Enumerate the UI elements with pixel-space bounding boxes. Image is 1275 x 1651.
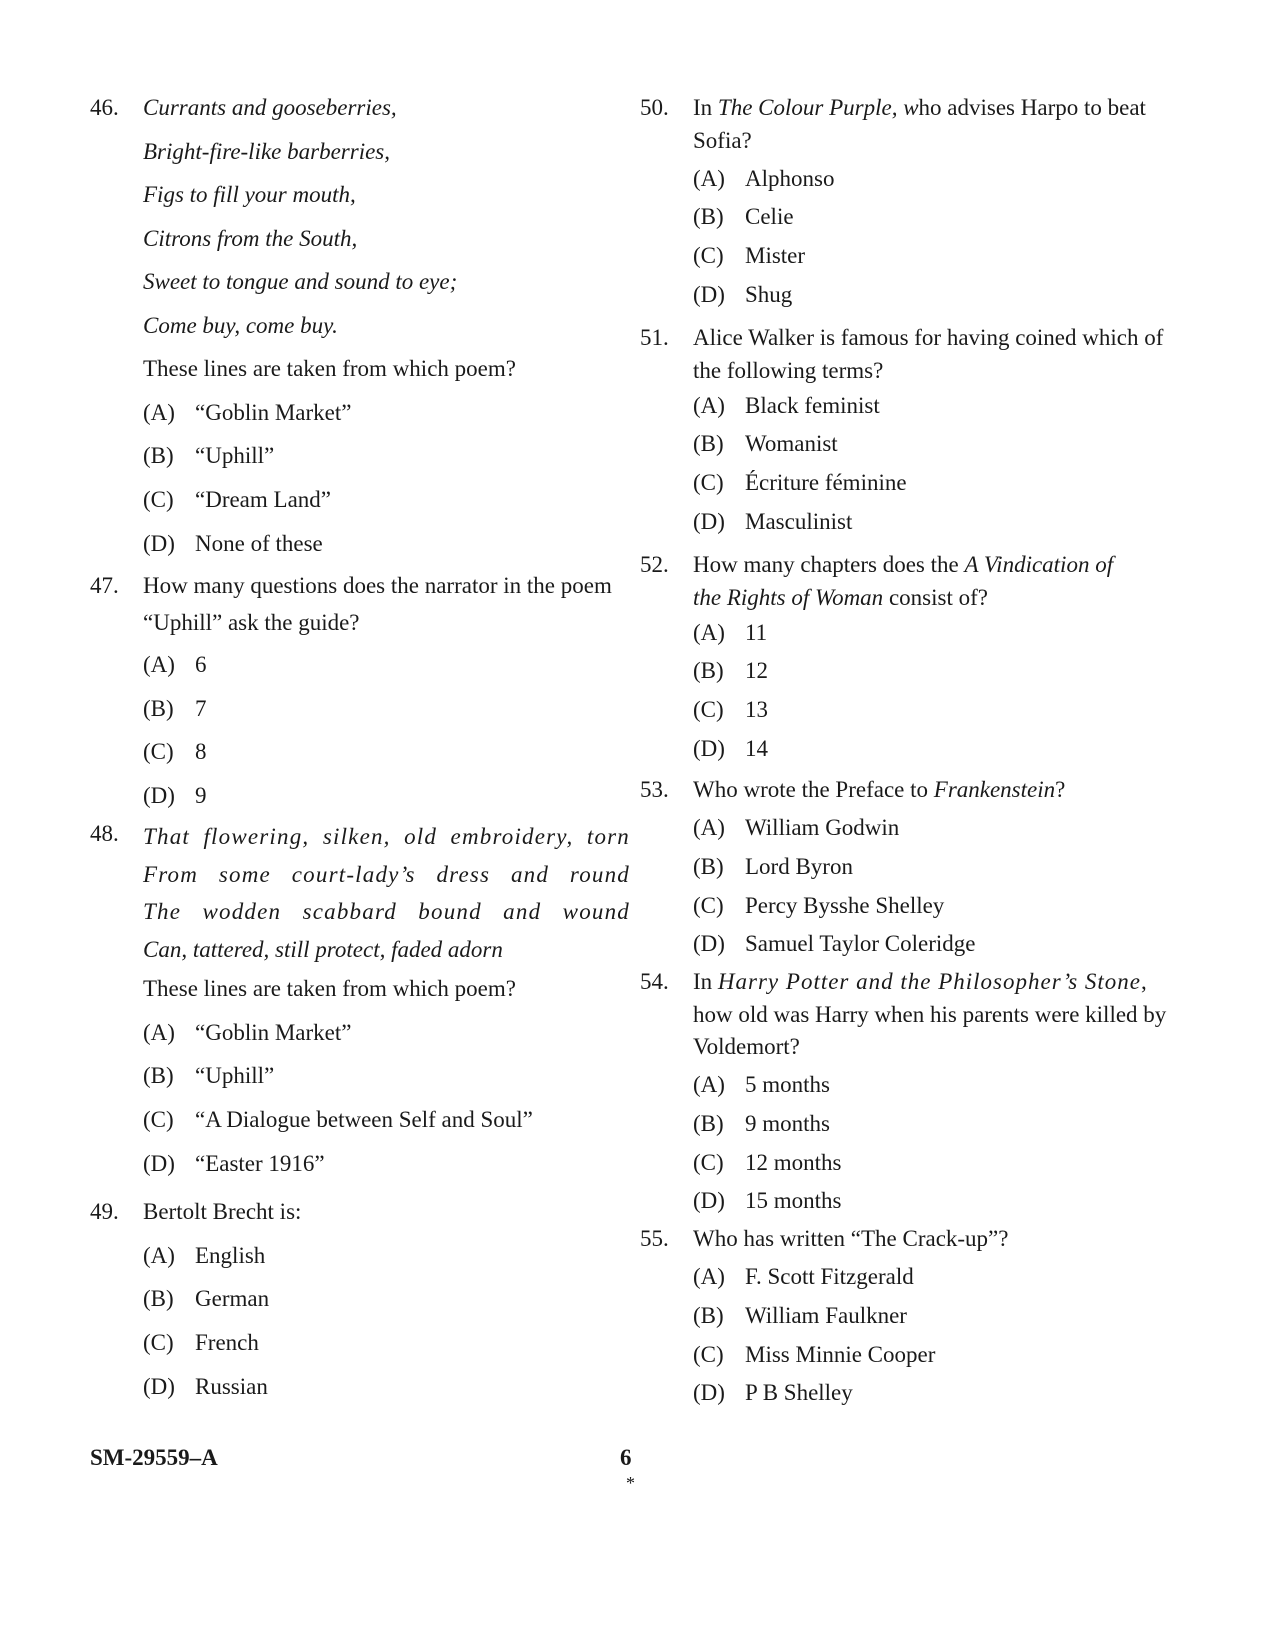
option-label: (D) <box>693 735 725 761</box>
option-text: 12 <box>745 658 768 684</box>
option-a[interactable] <box>693 163 1185 202</box>
option-a[interactable] <box>143 649 630 693</box>
question-52 <box>640 549 1185 772</box>
stem-text: ? <box>1055 777 1066 802</box>
option-label: (A) <box>693 815 725 840</box>
option-a[interactable] <box>143 1240 630 1284</box>
option-a[interactable] <box>693 1069 1185 1108</box>
option-text: Mister <box>745 243 806 269</box>
option-a[interactable] <box>143 1017 630 1061</box>
question-number: 53. <box>640 777 669 802</box>
option-label: (C) <box>693 470 724 496</box>
option-label: (D) <box>693 1380 725 1406</box>
option-text: French <box>195 1329 259 1355</box>
stem-text: , <box>1141 969 1147 994</box>
question-stem: Sofia? <box>693 127 752 153</box>
option-label: (D) <box>693 1188 725 1214</box>
option-label: (A) <box>143 1242 175 1268</box>
option-label: (C) <box>143 1329 174 1355</box>
option-d[interactable] <box>693 733 1185 772</box>
option-label: (B) <box>143 1286 174 1312</box>
option-text: 11 <box>745 619 768 645</box>
option-text: P B Shelley <box>745 1380 853 1406</box>
option-text: “Goblin Market” <box>195 399 352 425</box>
book-title: Harry Potter and the Philosopher’s Stone <box>717 969 1142 994</box>
verse-line: From some court-lady’s dress and round <box>143 861 630 887</box>
option-text: “Goblin Market” <box>195 1019 352 1045</box>
option-d[interactable] <box>143 528 630 572</box>
option-text: F. Scott Fitzgerald <box>745 1264 914 1289</box>
option-text: William Faulkner <box>745 1302 907 1328</box>
question-stem <box>693 966 1185 999</box>
question-stem: the following terms? <box>693 357 884 383</box>
question-53 <box>640 774 1185 967</box>
option-text: 7 <box>195 695 207 721</box>
option-label: (B) <box>143 1063 174 1089</box>
option-a[interactable] <box>693 617 1185 656</box>
option-label: (B) <box>693 853 724 879</box>
option-text: English <box>195 1242 266 1268</box>
option-label: (A) <box>143 1019 175 1045</box>
option-label: (B) <box>693 658 724 684</box>
option-label: (D) <box>693 931 725 957</box>
question-stem: Bertolt Brecht is: <box>143 1199 302 1224</box>
option-c[interactable] <box>143 484 630 528</box>
verse-line: That flowering, silken, old embroidery, torn <box>143 824 630 849</box>
verse-block <box>143 818 630 968</box>
option-text: 15 months <box>745 1188 842 1214</box>
stem-text: Who wrote the Preface to <box>693 777 934 802</box>
option-text: 9 months <box>745 1110 830 1136</box>
option-b[interactable] <box>693 1108 1185 1147</box>
option-text: “A Dialogue between Self and Soul” <box>195 1106 533 1132</box>
option-b[interactable] <box>693 428 1185 467</box>
question-number: 55. <box>640 1226 669 1251</box>
option-label: (C) <box>693 1341 724 1367</box>
option-c[interactable] <box>693 1339 1185 1378</box>
question-stem: “Uphill” ask the guide? <box>143 610 360 635</box>
option-text: 12 months <box>745 1149 842 1175</box>
option-text: Shug <box>745 281 793 307</box>
verse-line: Can, tattered, still protect, faded adorn <box>143 936 503 962</box>
question-49 <box>90 1196 630 1414</box>
verse-line: Come buy, come buy. <box>143 312 338 338</box>
option-b[interactable] <box>693 655 1185 694</box>
question-47 <box>90 570 630 824</box>
option-text: Russian <box>195 1373 268 1399</box>
option-c[interactable] <box>693 694 1185 733</box>
option-label: (C) <box>143 1106 174 1132</box>
option-d[interactable] <box>693 279 1185 318</box>
option-c[interactable] <box>143 1104 630 1148</box>
option-label: (C) <box>693 697 724 723</box>
stem-text: In <box>693 95 718 120</box>
option-label: (C) <box>143 486 174 512</box>
option-label: (A) <box>693 165 725 191</box>
stem-text: consist of? <box>883 584 988 610</box>
question-prompt: These lines are taken from which poem? <box>143 356 516 381</box>
option-text: 5 months <box>745 1072 830 1097</box>
option-b[interactable] <box>693 201 1185 240</box>
option-label: (B) <box>693 204 724 230</box>
option-text: German <box>195 1286 270 1312</box>
option-c[interactable] <box>693 240 1185 279</box>
question-stem: Voldemort? <box>693 1034 800 1059</box>
option-label: (B) <box>143 443 174 469</box>
question-number: 51. <box>640 325 669 350</box>
option-text: Black feminist <box>745 392 880 418</box>
question-stem <box>693 582 1185 617</box>
option-d[interactable] <box>143 1371 630 1415</box>
option-label: (A) <box>693 1264 725 1289</box>
option-b[interactable] <box>693 1300 1185 1339</box>
option-a[interactable] <box>693 1261 1185 1300</box>
option-text: None of these <box>195 530 323 556</box>
option-d[interactable] <box>143 1148 630 1192</box>
question-number: 47. <box>90 573 119 598</box>
question-50 <box>640 92 1185 318</box>
option-label: (B) <box>693 431 724 457</box>
verse-line: Sweet to tongue and sound to eye; <box>143 269 458 294</box>
option-text: “Uphill” <box>195 443 275 469</box>
option-b[interactable] <box>143 1283 630 1327</box>
option-text: Alphonso <box>745 165 835 191</box>
question-number: 46. <box>90 95 119 120</box>
option-label: (A) <box>143 399 175 425</box>
option-label: (D) <box>143 1373 175 1399</box>
book-title: A Vindication of <box>964 552 1114 577</box>
stem-text: How many chapters does the <box>693 552 965 577</box>
option-label: (D) <box>143 530 175 556</box>
question-54 <box>640 966 1185 1224</box>
question-stem: How many questions does the narrator in the poem <box>143 573 612 598</box>
option-c[interactable] <box>693 1147 1185 1186</box>
question-stem <box>693 92 1185 125</box>
option-b[interactable] <box>143 1060 630 1104</box>
stem-text: In <box>693 969 718 994</box>
option-label: (D) <box>143 783 175 809</box>
option-text: Womanist <box>745 431 838 457</box>
question-number: 50. <box>640 95 669 120</box>
stem-text: ho advises Harpo to beat <box>918 95 1146 120</box>
verse-line: Figs to fill your mouth, <box>143 182 356 207</box>
option-text: 13 <box>745 697 768 723</box>
page-mark: * <box>626 1473 635 1493</box>
option-label: (A) <box>693 1072 725 1097</box>
question-prompt: These lines are taken from which poem? <box>143 976 516 1001</box>
option-label: (B) <box>693 1302 724 1328</box>
option-text: Celie <box>745 204 794 230</box>
verse-line: Bright-fire-like barberries, <box>143 138 390 164</box>
option-text: “Uphill” <box>195 1063 275 1089</box>
option-label: (C) <box>693 243 724 269</box>
verse-line: Currants and gooseberries, <box>143 95 397 120</box>
option-b[interactable] <box>143 693 630 737</box>
question-stem: Who has written “The Crack-up”? <box>693 1226 1009 1251</box>
question-stem: Alice Walker is famous for having coined which of <box>693 325 1164 350</box>
book-title: The Colour Purple, w <box>717 95 919 120</box>
option-c[interactable] <box>693 467 1185 506</box>
question-stem <box>693 774 1185 812</box>
option-b[interactable] <box>693 851 1185 890</box>
question-number: 48. <box>90 821 119 846</box>
option-label: (C) <box>693 892 724 918</box>
option-text: 14 <box>745 735 768 761</box>
book-title: the Rights of Woman <box>693 584 884 610</box>
verse-line: The wodden scabbard bound and wound <box>143 899 630 924</box>
verse-line: Citrons from the South, <box>143 225 358 251</box>
option-label: (B) <box>143 695 174 721</box>
option-label: (D) <box>693 508 725 534</box>
question-55 <box>640 1223 1185 1416</box>
option-label: (A) <box>693 392 725 418</box>
question-stem: how old was Harry when his parents were killed by <box>693 1001 1167 1027</box>
option-text: Miss Minnie Cooper <box>745 1341 936 1367</box>
question-48 <box>90 818 630 1191</box>
booklet-code: SM-29559–A <box>90 1445 218 1470</box>
option-text: 6 <box>195 652 207 677</box>
book-title: Frankenstein <box>933 777 1056 802</box>
option-d[interactable] <box>693 506 1185 545</box>
question-number: 52. <box>640 552 669 577</box>
option-a[interactable] <box>693 390 1185 429</box>
option-text: “Easter 1916” <box>195 1150 325 1176</box>
question-stem <box>693 549 1185 582</box>
page-number: 6 <box>620 1445 632 1470</box>
option-c[interactable] <box>143 1327 630 1371</box>
option-text: Samuel Taylor Coleridge <box>745 931 976 957</box>
option-c[interactable] <box>693 890 1185 929</box>
option-c[interactable] <box>143 736 630 780</box>
question-51 <box>640 322 1185 545</box>
option-text: “Dream Land” <box>195 486 332 512</box>
option-label: (D) <box>143 1150 175 1176</box>
question-number: 54. <box>640 969 669 994</box>
option-text: Écriture féminine <box>745 470 907 496</box>
option-text: Percy Bysshe Shelley <box>745 892 945 918</box>
option-text: 8 <box>195 739 207 765</box>
option-a[interactable] <box>143 397 630 441</box>
option-label: (B) <box>693 1110 724 1136</box>
option-text: Masculinist <box>745 508 853 534</box>
option-b[interactable] <box>143 440 630 484</box>
option-label: (C) <box>143 739 174 765</box>
option-d[interactable] <box>693 1185 1185 1224</box>
option-d[interactable] <box>693 928 1185 967</box>
question-46 <box>90 92 630 571</box>
option-text: 9 <box>195 783 207 809</box>
option-d[interactable] <box>693 1377 1185 1416</box>
option-text: Lord Byron <box>745 853 853 879</box>
option-label: (A) <box>693 619 725 645</box>
option-text: William Godwin <box>745 815 900 840</box>
question-number: 49. <box>90 1199 119 1224</box>
option-a[interactable] <box>693 812 1185 851</box>
option-label: (A) <box>143 652 175 677</box>
option-label: (C) <box>693 1149 724 1175</box>
option-label: (D) <box>693 281 725 307</box>
